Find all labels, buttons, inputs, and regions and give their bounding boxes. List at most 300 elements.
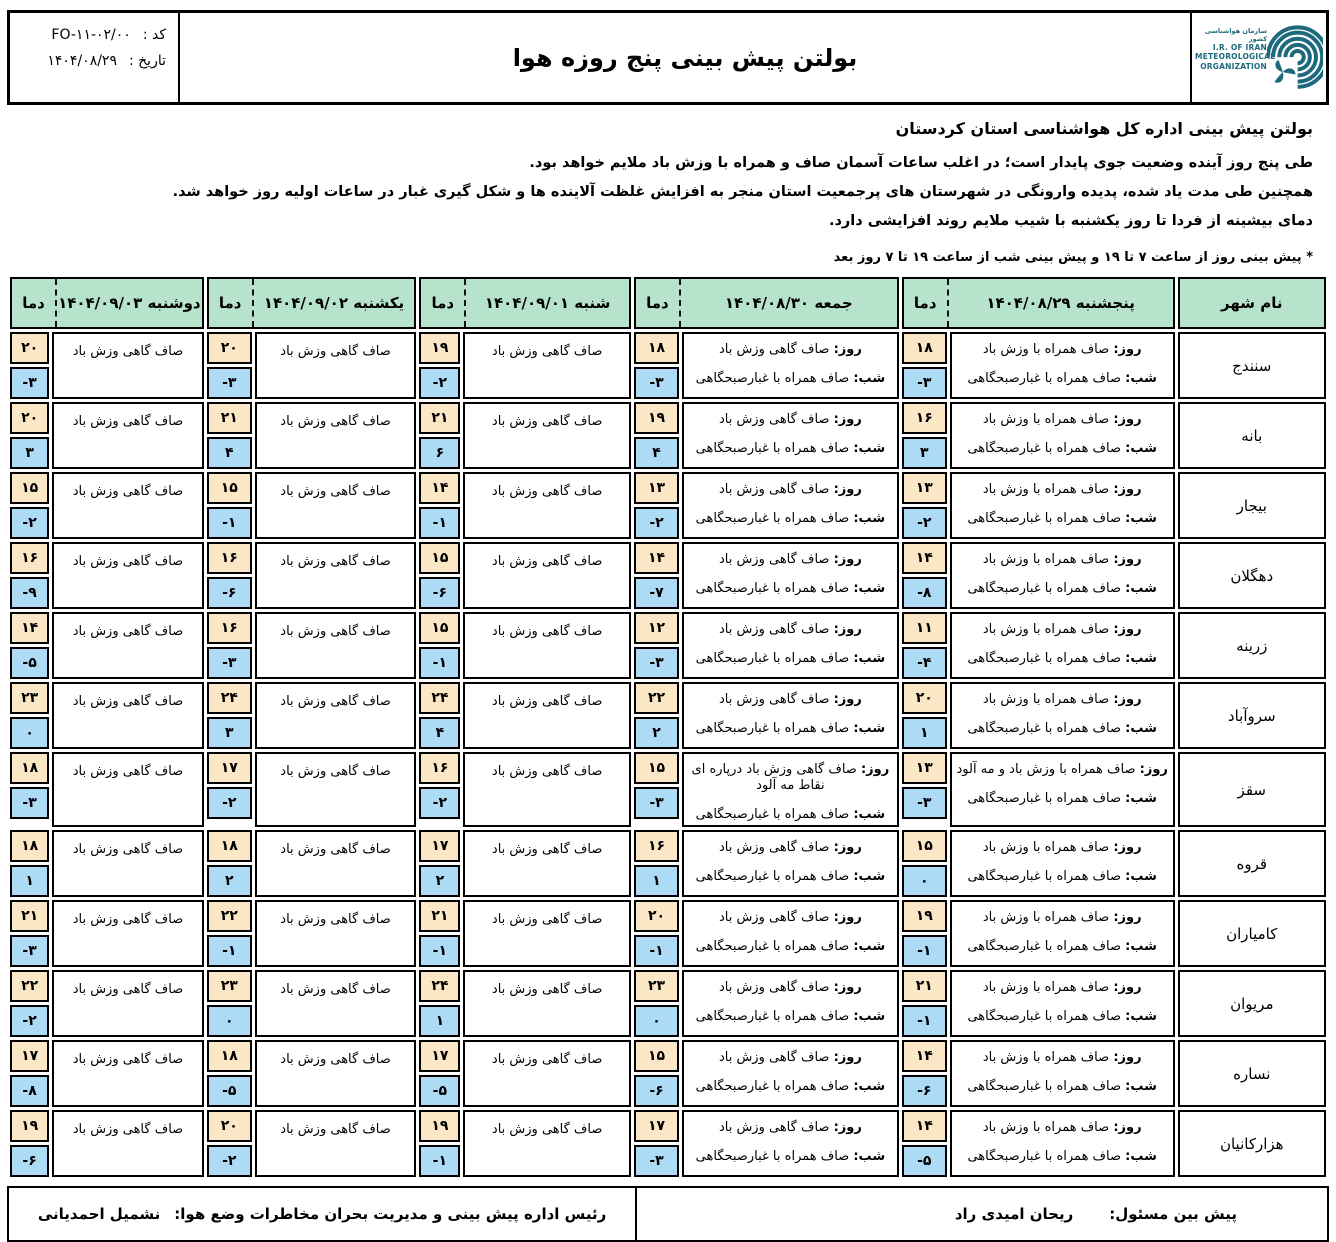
table-row — [10, 472, 1326, 539]
min-temperature: ۴ — [634, 437, 679, 469]
table-row — [10, 970, 1326, 1037]
max-temperature: ۲۱ — [902, 970, 947, 1002]
max-temperature: ۲۴ — [207, 682, 252, 714]
min-temperature: -۳ — [207, 367, 252, 399]
min-temperature: ۰ — [10, 717, 49, 749]
table-row — [10, 682, 1326, 749]
max-temperature: ۲۱ — [419, 402, 460, 434]
city-name: سقز — [1178, 752, 1326, 827]
weather-description-cell: صاف گاهی وزش باد — [463, 830, 631, 897]
city-name: دهگلان — [1178, 542, 1326, 609]
max-temperature: ۱۹ — [10, 1110, 49, 1142]
weather-description-cell: صاف گاهی وزش باد — [255, 1110, 416, 1177]
date-value: ۱۴۰۴/۰۸/۲۹ — [47, 53, 117, 69]
max-temperature: ۱۴ — [902, 1110, 947, 1142]
temperature-cell — [902, 900, 947, 967]
temperature-cell — [634, 752, 679, 827]
weather-description-cell: صاف گاهی وزش باد — [52, 752, 203, 827]
weather-description-cell: صاف گاهی وزش باد — [255, 542, 416, 609]
min-temperature: ۳ — [902, 437, 947, 469]
max-temperature: ۱۳ — [902, 752, 947, 784]
min-temperature: -۳ — [207, 647, 252, 679]
max-temperature: ۲۰ — [10, 402, 49, 434]
temperature-cell — [10, 472, 49, 539]
temperature-cell — [902, 542, 947, 609]
forecaster-signature — [635, 1188, 1327, 1240]
max-temperature: ۱۴ — [634, 542, 679, 574]
weather-description-cell: صاف گاهی وزش باد — [463, 542, 631, 609]
max-temperature: ۲۰ — [634, 900, 679, 932]
weather-description-cell: صاف گاهی وزش باد — [52, 970, 203, 1037]
weather-description-cell: صاف گاهی وزش باد — [255, 332, 416, 399]
max-temperature: ۱۷ — [419, 1040, 460, 1072]
min-temperature: -۳ — [634, 787, 679, 819]
meteorological-spiral-icon — [1267, 17, 1323, 99]
min-temperature: -۳ — [634, 1145, 679, 1177]
temperature-cell — [634, 472, 679, 539]
max-temperature: ۱۶ — [634, 830, 679, 862]
min-temperature: ۲ — [207, 865, 252, 897]
weather-description-cell: صاف گاهی وزش باد — [52, 830, 203, 897]
min-temperature: -۳ — [634, 647, 679, 679]
city-name: مریوان — [1178, 970, 1326, 1037]
weather-description-cell: روز: صاف گاهی وزش باد شب: صاف همراه با غبارصبحگاهی — [682, 1110, 899, 1177]
max-temperature: ۱۵ — [419, 542, 460, 574]
min-temperature: -۲ — [207, 787, 252, 819]
weather-description-cell: روز: صاف همراه با وزش باد شب: صاف همراه با غبارصبحگاهی — [950, 1110, 1175, 1177]
day-column-header-thursday — [902, 277, 1175, 329]
max-temperature: ۲۱ — [10, 900, 49, 932]
temperature-cell — [10, 1040, 49, 1107]
temperature-cell — [419, 402, 460, 469]
max-temperature: ۱۵ — [634, 752, 679, 784]
min-temperature: ۳ — [207, 717, 252, 749]
min-temperature: -۱ — [902, 935, 947, 967]
city-column-header: نام شهر — [1178, 277, 1326, 329]
table-header-row — [10, 277, 1326, 329]
logo-text-fa: سازمان هواشناسی کشور — [1204, 26, 1267, 43]
document-header — [7, 10, 1329, 105]
temperature-cell — [902, 402, 947, 469]
max-temperature: ۱۹ — [634, 402, 679, 434]
weather-description-cell: صاف گاهی وزش باد — [52, 472, 203, 539]
table-row — [10, 612, 1326, 679]
weather-description-cell: صاف گاهی وزش باد — [255, 900, 416, 967]
max-temperature: ۱۸ — [207, 830, 252, 862]
max-temperature: ۱۲ — [634, 612, 679, 644]
temperature-cell — [10, 682, 49, 749]
temp-label: دما — [209, 279, 254, 327]
temp-label: دما — [12, 279, 57, 327]
date-label: تاریخ : — [128, 53, 166, 69]
max-temperature: ۱۸ — [207, 1040, 252, 1072]
table-row — [10, 752, 1326, 827]
min-temperature: -۶ — [902, 1075, 947, 1107]
temperature-cell — [10, 830, 49, 897]
table-row — [10, 542, 1326, 609]
weather-description-cell: روز: صاف گاهی وزش باد شب: صاف همراه با غبارصبحگاهی — [682, 682, 899, 749]
weather-description-cell: روز: صاف گاهی وزش باد شب: صاف همراه با غبارصبحگاهی — [682, 542, 899, 609]
temp-label: دما — [421, 279, 466, 327]
temperature-cell — [10, 900, 49, 967]
min-temperature: -۶ — [634, 1075, 679, 1107]
max-temperature: ۱۸ — [902, 332, 947, 364]
min-temperature: ۴ — [419, 717, 460, 749]
max-temperature: ۲۰ — [207, 1110, 252, 1142]
min-temperature: -۶ — [207, 577, 252, 609]
forecaster-name: ریحان امیدی راد — [954, 1205, 1074, 1223]
weather-description-cell: روز: صاف همراه با وزش باد شب: صاف همراه با غبارصبحگاهی — [950, 612, 1175, 679]
temperature-cell — [419, 1040, 460, 1107]
temperature-cell — [207, 682, 252, 749]
max-temperature: ۱۵ — [419, 612, 460, 644]
max-temperature: ۱۷ — [419, 830, 460, 862]
max-temperature: ۱۱ — [902, 612, 947, 644]
max-temperature: ۲۴ — [419, 970, 460, 1002]
weather-description-cell: روز: صاف گاهی وزش باد شب: صاف همراه با غبارصبحگاهی — [682, 402, 899, 469]
min-temperature: -۳ — [634, 367, 679, 399]
min-temperature: ۰ — [207, 1005, 252, 1037]
temperature-cell — [419, 970, 460, 1037]
weather-description-cell: صاف گاهی وزش باد — [255, 1040, 416, 1107]
summary-line-1: طی پنج روز آینده وضعیت جوی پایدار است؛ در اغلب ساعات آسمان صاف و همراه با وزش باد ملایم خواهد بود. — [529, 155, 1313, 171]
max-temperature: ۱۴ — [10, 612, 49, 644]
city-name: نساره — [1178, 1040, 1326, 1107]
min-temperature: -۱ — [902, 1005, 947, 1037]
min-temperature: -۱ — [207, 935, 252, 967]
min-temperature: -۲ — [634, 507, 679, 539]
min-temperature: -۱ — [634, 935, 679, 967]
min-temperature: -۳ — [902, 367, 947, 399]
min-temperature: -۲ — [10, 507, 49, 539]
weather-bulletin-document — [7, 0, 1329, 1242]
max-temperature: ۱۸ — [10, 830, 49, 862]
code-label: کد : — [142, 27, 166, 43]
min-temperature: -۶ — [419, 577, 460, 609]
table-row — [10, 332, 1326, 399]
min-temperature: -۵ — [419, 1075, 460, 1107]
weather-description-cell: صاف گاهی وزش باد — [255, 402, 416, 469]
min-temperature: -۱ — [419, 1145, 460, 1177]
day-column-header-sunday — [207, 277, 417, 329]
max-temperature: ۲۱ — [419, 900, 460, 932]
max-temperature: ۱۹ — [419, 332, 460, 364]
max-temperature: ۱۶ — [902, 402, 947, 434]
temperature-cell — [419, 900, 460, 967]
min-temperature: ۴ — [207, 437, 252, 469]
weather-description-cell: صاف گاهی وزش باد — [52, 402, 203, 469]
max-temperature: ۱۹ — [902, 900, 947, 932]
temperature-cell — [634, 830, 679, 897]
min-temperature: -۱ — [419, 647, 460, 679]
weather-description-cell: صاف گاهی وزش باد — [52, 542, 203, 609]
weather-description-cell: صاف گاهی وزش باد — [255, 612, 416, 679]
max-temperature: ۲۲ — [634, 682, 679, 714]
weather-description-cell: صاف گاهی وزش باد — [255, 682, 416, 749]
max-temperature: ۱۵ — [207, 472, 252, 504]
weather-description-cell: روز: صاف همراه با وزش باد و مه آلود شب: صاف همراه با غبارصبحگاهی — [950, 752, 1175, 827]
weather-description-cell: صاف گاهی وزش باد — [255, 970, 416, 1037]
temperature-cell — [10, 1110, 49, 1177]
weather-description-cell: روز: صاف همراه با وزش باد شب: صاف همراه با غبارصبحگاهی — [950, 970, 1175, 1037]
max-temperature: ۱۸ — [634, 332, 679, 364]
day-column-header-monday — [10, 277, 204, 329]
table-row — [10, 830, 1326, 897]
weather-description-cell: صاف گاهی وزش باد — [463, 402, 631, 469]
page-title: بولتن پیش بینی پنج روزه هوا — [180, 13, 1192, 102]
city-name: قروه — [1178, 830, 1326, 897]
max-temperature: ۱۶ — [207, 542, 252, 574]
head-signature — [9, 1188, 635, 1240]
min-temperature: -۳ — [10, 787, 49, 819]
weather-description-cell: صاف گاهی وزش باد — [255, 472, 416, 539]
temperature-cell — [634, 612, 679, 679]
bulletin-heading: بولتن پیش بینی اداره کل هواشناسی استان کردستان — [895, 119, 1313, 138]
temperature-cell — [902, 752, 947, 827]
summary-line-3: دمای بیشینه از فردا تا روز یکشنبه با شیب ملایم روند افزایشی دارد. — [828, 213, 1313, 229]
day-label: دوشنبه ۱۴۰۴/۰۹/۰۳ — [58, 294, 201, 312]
max-temperature: ۲۰ — [10, 332, 49, 364]
temperature-cell — [419, 830, 460, 897]
forecast-hours-note: * پیش بینی روز از ساعت ۷ تا ۱۹ و پیش بینی شب از ساعت ۱۹ تا ۷ روز بعد — [833, 250, 1313, 265]
table-row — [10, 1110, 1326, 1177]
min-temperature: -۵ — [10, 647, 49, 679]
forecast-table — [7, 274, 1329, 1180]
city-name: هزارکانیان — [1178, 1110, 1326, 1177]
weather-description-cell: صاف گاهی وزش باد — [52, 682, 203, 749]
weather-description-cell: روز: صاف همراه با وزش باد شب: صاف همراه با غبارصبحگاهی — [950, 682, 1175, 749]
max-temperature: ۱۴ — [419, 472, 460, 504]
temperature-cell — [634, 970, 679, 1037]
max-temperature: ۲۰ — [902, 682, 947, 714]
temperature-cell — [207, 472, 252, 539]
weather-description-cell: صاف گاهی وزش باد — [52, 332, 203, 399]
day-column-header-saturday — [419, 277, 631, 329]
weather-description-cell: صاف گاهی وزش باد — [463, 332, 631, 399]
max-temperature: ۲۱ — [207, 402, 252, 434]
temperature-cell — [902, 612, 947, 679]
summary-line-2: همچنین طی مدت یاد شده، پدیده وارونگی در شهرستان های پرجمعیت استان منجر به افزایش غلظت آلاینده ها و شکل گیری غبار در ساعات اولیه روز خواهد شد. — [172, 184, 1313, 200]
max-temperature: ۲۲ — [207, 900, 252, 932]
signature-footer — [7, 1186, 1329, 1242]
city-name: زرینه — [1178, 612, 1326, 679]
weather-description-cell: صاف گاهی وزش باد — [52, 612, 203, 679]
weather-description-cell: روز: صاف همراه با وزش باد شب: صاف همراه با غبارصبحگاهی — [950, 332, 1175, 399]
min-temperature: -۱ — [419, 507, 460, 539]
min-temperature: -۲ — [207, 1145, 252, 1177]
day-label: جمعه ۱۴۰۴/۰۸/۳۰ — [724, 294, 853, 312]
temperature-cell — [634, 1040, 679, 1107]
min-temperature: ۰ — [902, 865, 947, 897]
head-label: رئیس اداره پیش بینی و مدیریت بحران مخاطرات وضع هوا: — [174, 1205, 607, 1223]
table-row — [10, 402, 1326, 469]
temp-label: دما — [636, 279, 681, 327]
city-name: سروآباد — [1178, 682, 1326, 749]
temperature-cell — [902, 970, 947, 1037]
temperature-cell — [419, 332, 460, 399]
max-temperature: ۱۴ — [902, 542, 947, 574]
min-temperature: ۱ — [419, 1005, 460, 1037]
temperature-cell — [10, 542, 49, 609]
day-label: یکشنبه ۱۴۰۴/۰۹/۰۲ — [263, 294, 405, 312]
code-value: FO-۱۱-۰۲/۰۰ — [51, 27, 131, 43]
date-line — [16, 53, 166, 69]
min-temperature: -۳ — [10, 367, 49, 399]
min-temperature: -۲ — [419, 367, 460, 399]
min-temperature: -۵ — [207, 1075, 252, 1107]
max-temperature: ۱۷ — [207, 752, 252, 784]
weather-description-cell: روز: صاف گاهی وزش باد شب: صاف همراه با غبارصبحگاهی — [682, 612, 899, 679]
temperature-cell — [10, 332, 49, 399]
weather-description-cell: صاف گاهی وزش باد — [463, 900, 631, 967]
max-temperature: ۲۰ — [207, 332, 252, 364]
min-temperature: ۱ — [10, 865, 49, 897]
code-line — [16, 27, 166, 43]
max-temperature: ۲۴ — [419, 682, 460, 714]
min-temperature: ۱ — [634, 865, 679, 897]
weather-description-cell: روز: صاف همراه با وزش باد شب: صاف همراه با غبارصبحگاهی — [950, 472, 1175, 539]
temperature-cell — [207, 1040, 252, 1107]
temperature-cell — [419, 612, 460, 679]
day-label: شنبه ۱۴۰۴/۰۹/۰۱ — [484, 294, 611, 312]
min-temperature: -۴ — [902, 647, 947, 679]
forecaster-label: پیش بین مسئول: — [1109, 1205, 1237, 1223]
temperature-cell — [902, 1110, 947, 1177]
min-temperature: ۶ — [419, 437, 460, 469]
temperature-cell — [207, 830, 252, 897]
weather-description-cell: صاف گاهی وزش باد — [463, 1040, 631, 1107]
temperature-cell — [902, 830, 947, 897]
temperature-cell — [419, 1110, 460, 1177]
temperature-cell — [207, 752, 252, 827]
temperature-cell — [902, 682, 947, 749]
max-temperature: ۱۴ — [902, 1040, 947, 1072]
min-temperature: -۳ — [902, 787, 947, 819]
min-temperature: -۲ — [419, 787, 460, 819]
min-temperature: -۶ — [10, 1145, 49, 1177]
temperature-cell — [207, 900, 252, 967]
max-temperature: ۱۳ — [634, 472, 679, 504]
temperature-cell — [10, 612, 49, 679]
min-temperature: -۹ — [10, 577, 49, 609]
max-temperature: ۱۵ — [902, 830, 947, 862]
min-temperature: -۳ — [10, 935, 49, 967]
temperature-cell — [902, 332, 947, 399]
day-label: پنجشنبه ۱۴۰۴/۰۸/۲۹ — [986, 294, 1135, 312]
table-row — [10, 900, 1326, 967]
organization-logo-text — [1195, 26, 1276, 71]
min-temperature: -۱ — [419, 935, 460, 967]
city-name: بیجار — [1178, 472, 1326, 539]
head-name: نشمیل احمدیانی — [37, 1205, 161, 1223]
weather-description-cell: صاف گاهی وزش باد — [463, 472, 631, 539]
max-temperature: ۲۳ — [207, 970, 252, 1002]
min-temperature: -۱ — [207, 507, 252, 539]
weather-description-cell: صاف گاهی وزش باد — [463, 682, 631, 749]
weather-description-cell: صاف گاهی وزش باد — [463, 752, 631, 827]
min-temperature: ۲ — [634, 717, 679, 749]
temperature-cell — [419, 752, 460, 827]
weather-description-cell: روز: صاف گاهی وزش باد شب: صاف همراه با غبارصبحگاهی — [682, 1040, 899, 1107]
min-temperature: ۱ — [902, 717, 947, 749]
weather-description-cell: صاف گاهی وزش باد — [255, 752, 416, 827]
temperature-cell — [634, 402, 679, 469]
weather-description-cell: روز: صاف همراه با وزش باد شب: صاف همراه با غبارصبحگاهی — [950, 1040, 1175, 1107]
temperature-cell — [634, 332, 679, 399]
weather-description-cell: صاف گاهی وزش باد — [52, 1110, 203, 1177]
day-column-header-friday — [634, 277, 899, 329]
temperature-cell — [207, 970, 252, 1037]
min-temperature: -۲ — [902, 507, 947, 539]
max-temperature: ۲۳ — [10, 682, 49, 714]
temperature-cell — [419, 472, 460, 539]
temperature-cell — [10, 970, 49, 1037]
temperature-cell — [902, 472, 947, 539]
min-temperature: -۸ — [902, 577, 947, 609]
temperature-cell — [207, 402, 252, 469]
weather-description-cell: روز: صاف گاهی وزش باد شب: صاف همراه با غبارصبحگاهی — [682, 970, 899, 1037]
min-temperature: ۳ — [10, 437, 49, 469]
min-temperature: -۲ — [10, 1005, 49, 1037]
weather-description-cell: روز: صاف همراه با وزش باد شب: صاف همراه با غبارصبحگاهی — [950, 542, 1175, 609]
min-temperature: ۰ — [634, 1005, 679, 1037]
max-temperature: ۱۳ — [902, 472, 947, 504]
temperature-cell — [10, 402, 49, 469]
temperature-cell — [902, 1040, 947, 1107]
weather-description-cell: صاف گاهی وزش باد — [463, 612, 631, 679]
max-temperature: ۲۳ — [634, 970, 679, 1002]
weather-description-cell: روز: صاف گاهی وزش باد شب: صاف همراه با غبارصبحگاهی — [682, 472, 899, 539]
temperature-cell — [634, 900, 679, 967]
temperature-cell — [207, 542, 252, 609]
max-temperature: ۱۶ — [207, 612, 252, 644]
min-temperature: -۷ — [634, 577, 679, 609]
bulletin-summary — [7, 117, 1329, 268]
max-temperature: ۱۵ — [634, 1040, 679, 1072]
max-temperature: ۱۷ — [634, 1110, 679, 1142]
temperature-cell — [207, 1110, 252, 1177]
city-name: سنندج — [1178, 332, 1326, 399]
min-temperature: -۵ — [902, 1145, 947, 1177]
max-temperature: ۱۶ — [10, 542, 49, 574]
max-temperature: ۱۹ — [419, 1110, 460, 1142]
temperature-cell — [419, 542, 460, 609]
table-row — [10, 1040, 1326, 1107]
weather-description-cell: صاف گاهی وزش باد — [255, 830, 416, 897]
weather-description-cell: صاف گاهی وزش باد — [463, 970, 631, 1037]
logo-text-en3: ORGANIZATION — [1200, 61, 1267, 71]
temperature-cell — [10, 752, 49, 827]
max-temperature: ۱۵ — [10, 472, 49, 504]
city-name: بانه — [1178, 402, 1326, 469]
temperature-cell — [634, 542, 679, 609]
temperature-cell — [207, 332, 252, 399]
code-date-box — [10, 13, 180, 102]
weather-description-cell: روز: صاف همراه با وزش باد شب: صاف همراه با غبارصبحگاهی — [950, 900, 1175, 967]
min-temperature: -۸ — [10, 1075, 49, 1107]
weather-description-cell: صاف گاهی وزش باد — [52, 900, 203, 967]
temperature-cell — [419, 682, 460, 749]
max-temperature: ۱۶ — [419, 752, 460, 784]
weather-description-cell: روز: صاف همراه با وزش باد شب: صاف همراه با غبارصبحگاهی — [950, 402, 1175, 469]
max-temperature: ۱۸ — [10, 752, 49, 784]
weather-description-cell: صاف گاهی وزش باد — [52, 1040, 203, 1107]
city-name: کامیاران — [1178, 900, 1326, 967]
temp-label: دما — [904, 279, 949, 327]
weather-description-cell: روز: صاف گاهی وزش باد شب: صاف همراه با غبارصبحگاهی — [682, 900, 899, 967]
logo-text-en1: I.R. OF IRAN — [1212, 42, 1267, 52]
logo-text-en2: METEOROLOGICAL — [1195, 52, 1276, 62]
